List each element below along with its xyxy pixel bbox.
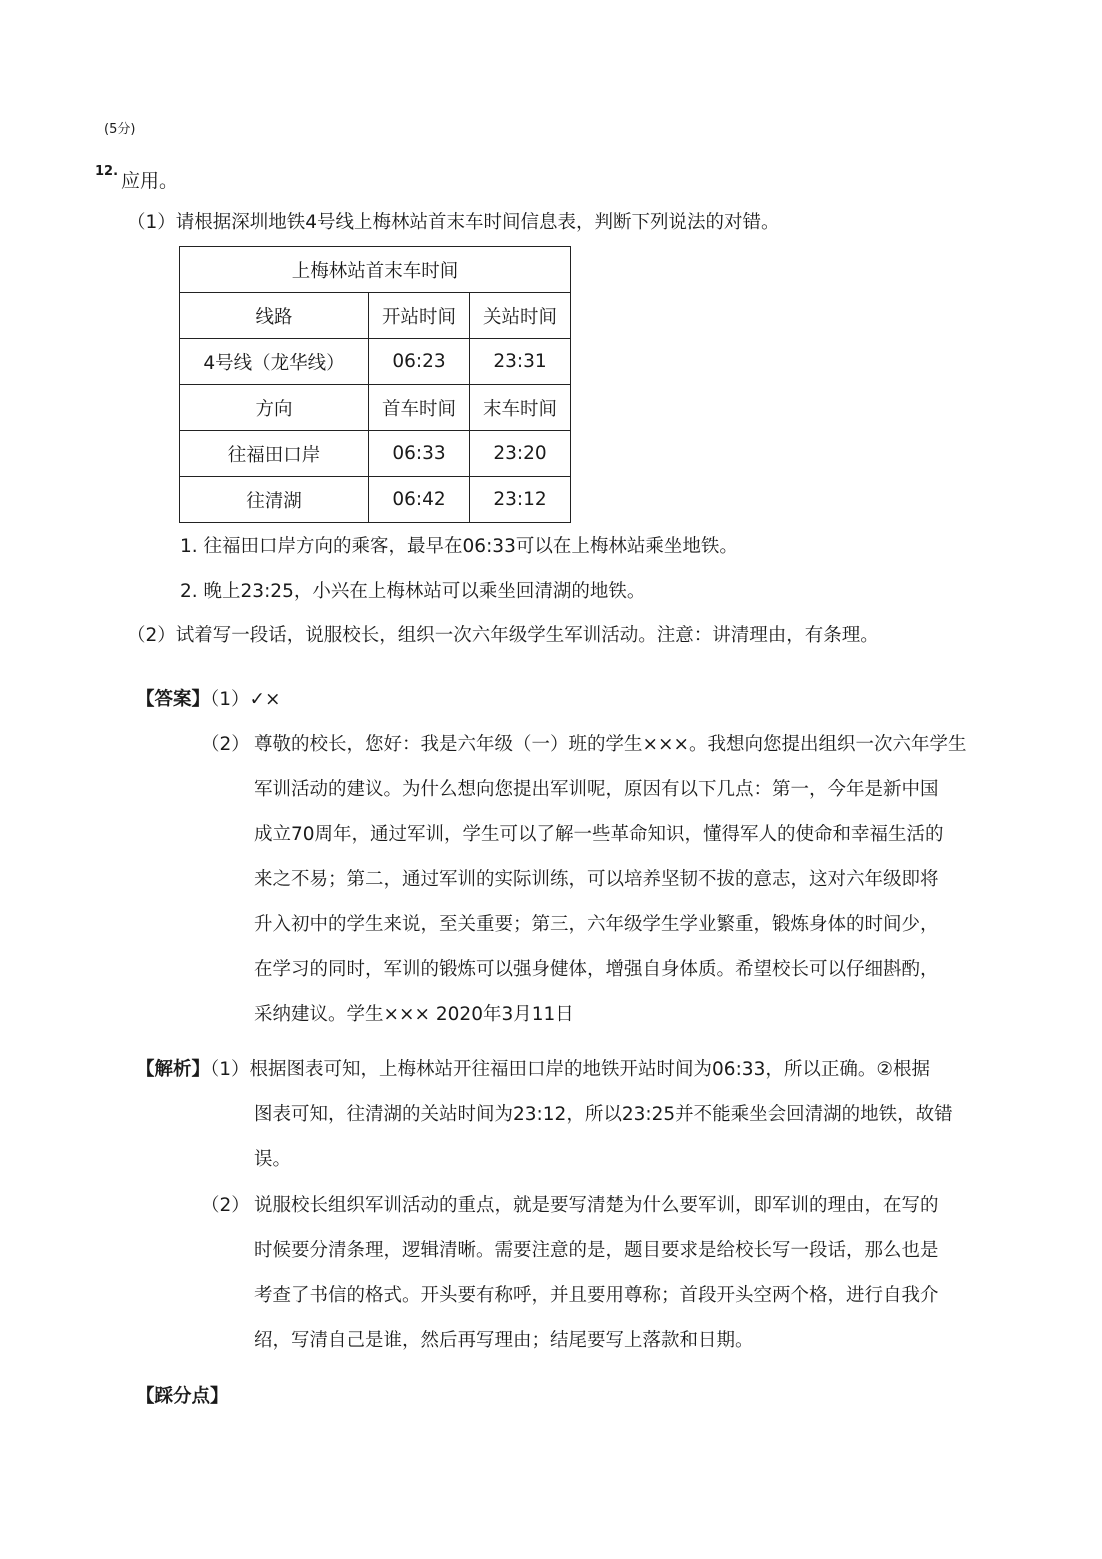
part1-text: 请根据深圳地铁4号线上梅林站首末车时间信息表，判断下列说法的对错。 [175,212,780,233]
table-title: 上梅林站首末车时间 [180,247,571,293]
table-cell: 06:23 [369,339,470,385]
analysis-part1-body [254,1092,999,1182]
analysis-part2-label: （2） [201,1195,250,1216]
analysis-part1-first: （1）根据图表可知，上梅林站开往福田口岸的地铁开站时间为06:33，所以正确。②根据 [210,1059,930,1080]
table-cell: 开站时间 [369,293,470,339]
table-cell: 往清湖 [180,477,369,523]
answer-line: 采纳建议。学生××× 2020年3月11日 [254,1004,574,1025]
table-cell: 末车时间 [470,385,571,431]
analysis-tag: 【解析】 [136,1059,211,1080]
analysis-line: 说服校长组织军训活动的重点，就是要写清楚为什么要军训，即军训的理由，在写的 [254,1195,939,1216]
part1-label: （1） [127,212,176,233]
table-cell: 往福田口岸 [180,431,369,477]
answer-line: 在学习的同时，军训的锻炼可以强身健体，增强自身体质。希望校长可以仔细斟酌， [254,959,939,980]
question-number: 12. [95,164,119,179]
table-cell: 06:42 [369,477,470,523]
scoring-points-tag: 【踩分点】 [136,1386,229,1407]
analysis-part2-body [254,1183,999,1363]
table-title-row [180,247,571,293]
statement-1: 1. 往福田口岸方向的乘客，最早在06:33可以在上梅林站乘坐地铁。 [180,536,738,557]
table-cell: 关站时间 [470,293,571,339]
answer-header [136,688,281,712]
answer-tag: 【答案】 [136,689,211,710]
table-cell: 23:31 [470,339,571,385]
table-cell: 23:12 [470,477,571,523]
answer-line: 军训活动的建议。为什么想向您提出军训呢，原因有以下几点：第一，今年是新中国 [254,779,939,800]
answer-line: 成立70周年，通过军训，学生可以了解一些革命知识，懂得军人的使命和幸福生活的 [254,824,944,845]
part2-label: （2） [127,625,176,646]
answer-part2-body [254,722,999,1037]
part2-text: 试着写一段话，说服校长，组织一次六年级学生军训活动。注意：讲清理由，有条理。 [175,625,879,646]
statement-2: 2. 晚上23:25，小兴在上梅林站可以乘坐回清湖的地铁。 [180,581,646,602]
answer-part1: （1）✓× [210,689,281,710]
table-row [180,385,571,431]
answer-line: 尊敬的校长，您好：我是六年级（一）班的学生×××。我想向您提出组织一次六年学生 [254,734,967,755]
answer-part2-label: （2） [201,734,250,755]
answer-line: 升入初中的学生来说，至关重要；第三，六年级学生学业繁重，锻炼身体的时间少， [254,914,939,935]
table-row [180,431,571,477]
analysis-line: 误。 [254,1149,292,1170]
table-cell: 方向 [180,385,369,431]
score-note: (5分) [104,122,136,137]
table-cell: 线路 [180,293,369,339]
table-row [180,293,571,339]
schedule-table [179,246,571,523]
table-row [180,477,571,523]
answer-line: 来之不易；第二，通过军训的实际训练，可以培养坚韧不拔的意志，这对六年级即将 [254,869,939,890]
table-cell: 06:33 [369,431,470,477]
analysis-line: 考查了书信的格式。开头要有称呼，并且要用尊称；首段开头空两个格，进行自我介 [254,1285,939,1306]
question-title: 应用。 [121,170,179,192]
part1-prompt [127,211,780,235]
table-row [180,339,571,385]
table-cell: 23:20 [470,431,571,477]
table-cell: 4号线（龙华线） [180,339,369,385]
analysis-line: 图表可知，往清湖的关站时间为23:12，所以23:25并不能乘坐会回清湖的地铁，故错 [254,1104,953,1125]
analysis-line: 绍，写清自己是谁，然后再写理由；结尾要写上落款和日期。 [254,1330,754,1351]
table-cell: 首车时间 [369,385,470,431]
analysis-line: 时候要分清条理，逻辑清晰。需要注意的是，题目要求是给校长写一段话，那么也是 [254,1240,939,1261]
analysis-header [136,1058,930,1082]
part2-prompt [127,624,879,648]
